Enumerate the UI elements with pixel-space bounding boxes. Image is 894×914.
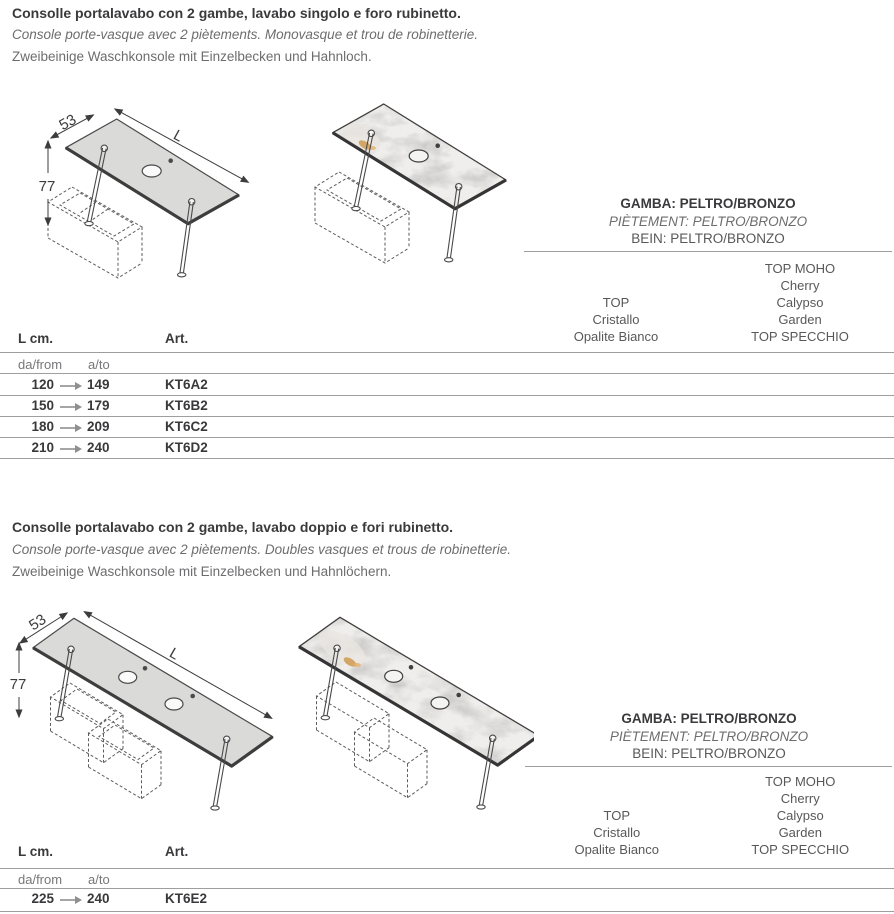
table-row — [0, 398, 894, 418]
section2-title-de: Zweibeinige Waschkonsole mit Einzelbecken und Hahnlöchern. — [12, 564, 392, 579]
leg-finish-it: GAMBA: PELTRO/BRONZO — [620, 196, 796, 211]
range-arrow-icon — [59, 381, 83, 391]
top-options-left — [525, 807, 709, 858]
dim-height-label: 77 — [38, 178, 56, 195]
top-option: TOP MOHO — [764, 261, 836, 276]
range-arrow-icon — [59, 444, 83, 454]
article-code: KT6B2 — [165, 398, 208, 413]
article-code: KT6E2 — [165, 891, 208, 906]
technical-drawing-double-console — [4, 599, 294, 831]
length-to-value: 149 — [87, 377, 110, 392]
length-from-value: 210 — [31, 440, 54, 455]
table-row — [0, 440, 894, 460]
basin-hole — [385, 670, 403, 682]
top-option: TOP SPECCHIO — [751, 329, 849, 344]
range-arrow-icon — [59, 423, 83, 433]
basin-hole — [431, 697, 449, 709]
dim-depth-label: 53 — [56, 111, 80, 135]
table-from-label: da/from — [18, 357, 63, 372]
top-option: TOP — [602, 295, 630, 310]
table-to-label: a/to — [88, 357, 110, 372]
basin-hole — [409, 150, 428, 162]
top-options-right — [708, 260, 892, 345]
top-options-right — [709, 773, 893, 858]
table-row — [0, 891, 894, 911]
dim-length-label: L — [170, 126, 186, 146]
leg-finish-de: BEIN: PELTRO/BRONZO — [631, 231, 785, 246]
length-from-value: 225 — [31, 891, 54, 906]
range-arrow-icon — [59, 895, 83, 905]
section1-title-fr: Console porte-vasque avec 2 piètements. Monovasque et trou de robinetterie. — [12, 27, 479, 42]
top-option: Calypso — [776, 295, 824, 310]
leg-finish-fr: PIÈTEMENT: PELTRO/BRONZO — [608, 213, 808, 229]
section1-title-de: Zweibeinige Waschkonsole mit Einzelbecken und Hahnloch. — [12, 49, 372, 64]
divider — [524, 251, 892, 252]
dim-height-label: 77 — [9, 676, 27, 693]
table-row — [0, 419, 894, 439]
divider — [0, 373, 894, 374]
faucet-hole — [143, 666, 148, 671]
section2-title-it: Consolle portalavabo con 2 gambe, lavabo doppio e fori rubinetto. — [12, 519, 454, 535]
render-drawing-double-console-marble — [270, 598, 534, 832]
divider — [0, 395, 894, 396]
top-option: Calypso — [776, 808, 824, 823]
article-code: KT6D2 — [165, 440, 208, 455]
divider — [0, 868, 894, 869]
leg-finish-fr: PIÈTEMENT: PELTRO/BRONZO — [609, 728, 809, 744]
top-option: Cristallo — [592, 312, 640, 327]
length-from-value: 120 — [31, 377, 54, 392]
console-top-plate — [33, 618, 273, 766]
article-code: KT6C2 — [165, 419, 208, 434]
top-options-left — [524, 294, 708, 345]
top-options — [525, 774, 892, 858]
table-col-art-header: Art. — [165, 331, 189, 346]
table-row — [0, 377, 894, 397]
top-option: TOP — [603, 808, 630, 823]
top-option: Cherry — [780, 278, 820, 293]
faucet-hole — [190, 694, 195, 699]
length-to-value: 209 — [87, 419, 110, 434]
top-option: TOP SPECCHIO — [751, 842, 850, 857]
leg-finish-block — [524, 195, 892, 248]
dim-length-label: L — [166, 644, 183, 664]
length-to-value: 240 — [87, 891, 110, 906]
leg-finish-de: BEIN: PELTRO/BRONZO — [632, 746, 786, 761]
basin-hole — [165, 698, 183, 710]
marble-top-texture — [280, 598, 534, 778]
length-to-value: 240 — [87, 440, 110, 455]
technical-drawing-single-console — [10, 103, 265, 295]
top-option: Opalite Bianco — [574, 842, 660, 857]
divider — [0, 458, 894, 459]
divider — [0, 416, 894, 417]
section2-title-fr: Console porte-vasque avec 2 piètements. Doubles vasques et trous de robinetterie. — [12, 542, 512, 557]
top-option: Cristallo — [593, 825, 641, 840]
top-option: Cherry — [780, 791, 820, 806]
top-option: Garden — [778, 312, 822, 327]
table-col-length-header: L cm. — [18, 844, 54, 859]
faucet-hole — [409, 665, 414, 670]
faucet-hole — [168, 158, 173, 163]
top-options — [524, 261, 892, 345]
divider — [0, 352, 894, 353]
section1-title-it: Consolle portalavabo con 2 gambe, lavabo singolo e foro rubinetto. — [12, 5, 461, 21]
range-arrow-icon — [59, 402, 83, 412]
length-from-value: 150 — [31, 398, 54, 413]
top-option: Opalite Bianco — [573, 329, 659, 344]
faucet-hole — [456, 693, 461, 698]
divider — [0, 888, 894, 889]
top-option: Garden — [778, 825, 822, 840]
length-to-value: 179 — [87, 398, 110, 413]
article-code: KT6A2 — [165, 377, 208, 392]
table-col-length-header: L cm. — [18, 331, 54, 346]
divider — [525, 766, 892, 767]
length-from-value: 180 — [31, 419, 54, 434]
dim-depth-label: 53 — [26, 610, 50, 635]
render-drawing-single-console-marble — [277, 88, 521, 292]
basin-hole — [119, 671, 137, 683]
top-option: TOP MOHO — [765, 774, 836, 789]
divider — [0, 437, 894, 438]
table-from-label: da/from — [18, 872, 63, 887]
table-to-label: a/to — [88, 872, 110, 887]
table-col-art-header: Art. — [165, 844, 189, 859]
leg-finish-block — [525, 710, 893, 763]
faucet-hole — [435, 143, 440, 148]
leg-finish-it: GAMBA: PELTRO/BRONZO — [621, 711, 797, 726]
basin-hole — [142, 165, 161, 177]
divider — [0, 911, 894, 912]
